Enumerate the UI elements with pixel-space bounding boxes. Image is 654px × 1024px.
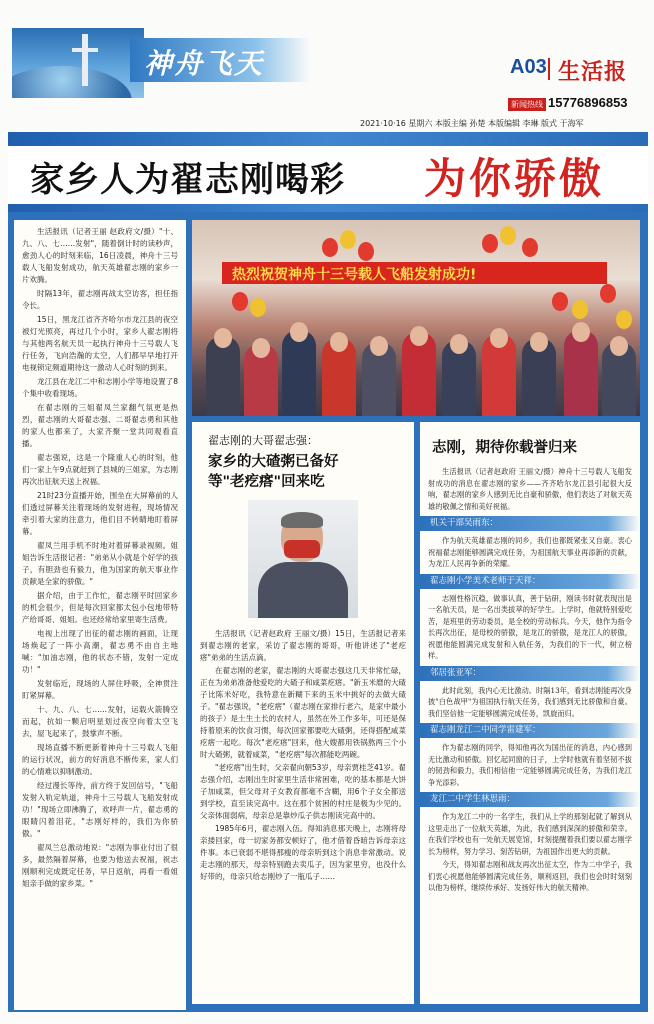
paragraph: 据介绍，由于工作忙，翟志刚平时回家乡的机会很少，但是每次回家都太包小包地带特产给哥哥、姐姐。也还经常给家里寄生活费。 bbox=[22, 591, 178, 624]
hotline-label: 新闻热线 bbox=[508, 98, 546, 111]
headline-line: 等"老疙瘩"回来吃 bbox=[208, 474, 325, 490]
paragraph: 此时此刻，我内心无比激动。时隔13年，看到志刚能再次身披"白色战甲"为祖国执行航天任务，我们感到无比骄傲和自豪。我们坚信他一定能够圆满完成任务，凯旋而归。 bbox=[428, 685, 632, 718]
subhead: 翟志刚小学美术老师于天祥： bbox=[420, 574, 640, 589]
article-headline: 志刚，期待你载誉归来 bbox=[432, 440, 577, 456]
paragraph: 在翟志刚的老家，翟志刚的大哥翟志强这几天非常忙碌，正在为弟弟准备他爱吃的大碴子和咸菜疙瘩。"新玉米磨的大碴子比陈米好吃，我特意在新糊下来的玉米中挑好的去做大碴子。"翟志强说，"老疙瘩"（翟志刚在家排行老六，是家中最小的孩子）是土生土长的农村人，虽然在外工作多年，可还是保持着原来的饮食习惯，每次回家都要吃大碴粥，还得搭配咸菜疙瘩一起吃。每次"老疙瘩"回来，他大嫂都用铁锅熬两三个小时大碴粥，就着咸菜，"老疙瘩"每次都能吃两碗。 bbox=[200, 666, 406, 759]
paragraph: 作为航天英雄翟志刚的同乡，我们也都既紧张又自豪。衷心祝福翟志刚能够圆满完成任务，为祖国航天事业再添新的贡献，为龙江人民再争新的荣耀。 bbox=[428, 536, 632, 568]
dateline: 2021·10·16 星期六 本版主编 孙楚 本版编辑 李琳 版式 于海军 bbox=[360, 119, 584, 128]
subhead: 翟志刚龙江二中同学雷建军： bbox=[420, 723, 640, 738]
hotline-number: 15776896853 bbox=[548, 95, 628, 110]
middle-article bbox=[192, 422, 414, 1004]
section-title: 神舟飞天 bbox=[144, 47, 265, 80]
article-headline bbox=[208, 452, 408, 492]
article-kicker: 翟志刚的大哥翟志强： bbox=[208, 434, 318, 447]
paragraph: 1985年6月，翟志刚入伍。得知消息那天晚上，志刚将母亲搂回家，母一切家务都安顿好了，他才借着昏暗告诉母亲这件事。本已衰弱不堪得那瘦的母亲听到这个消息非常激动。说走志刚的那天，母亲特别跑去卖瓜子，因为家里穷，也没什么好带的，母亲只给志刚炒了一瓶瓜子…… bbox=[200, 824, 406, 881]
paragraph: 生活报讯（记者王丽 赵政府文/摄）"十、九、八、七……发射"，随着倒计时的读秒声，愈劲人心的时刻来临，16日凌晨，神舟十三号载人飞船发射成功，航天英雄翟志刚的家乡一片欢腾。 bbox=[22, 227, 178, 284]
paragraph: 今天，得知翟志刚和战友再次出征太空，作为二中学子，我们衷心祝愿他能够圆满完成任务，顺利返回，我们也会时时刻刻以他为榜样，继续传承好、发扬好伟大的航天精神。 bbox=[428, 860, 632, 892]
paragraph: 志刚性格沉稳，做事认真，善于钻研，刚读书时就表现出是一名航天员，是一名出类拔萃的好学生。上学时，他就特别爱吃苦，是班里的劳动委员，是全校的劳动标兵。今天，他作为指令长再次出征，是母校的骄傲，是龙江的骄傲，是龙江人的骄傲，祝愿他能圆满完成发射和入轨任务，为我们的下一代，树立榜样。 bbox=[428, 593, 632, 660]
page-number: A03 bbox=[510, 56, 547, 78]
paragraph: 时隔13年，翟志刚再战太空访客，担任指令长。 bbox=[22, 289, 178, 310]
article-body bbox=[420, 466, 640, 896]
paragraph: 经过漫长等待，前方终于发回信号，"飞船发射入轨定轨道，神舟十三号载人飞船发射成功！"现场立即沸腾了，欢呼声一片，翟志勇的眼睛闪着泪花，"志刚好样的，我们为你骄傲。" bbox=[22, 781, 178, 838]
paragraph: 电视上出现了出征的翟志刚的画面，让现场焕起了一阵小高潮，翟志勇不由自主地喊："加油志刚，他的状态不错，发射一定成功！" bbox=[22, 629, 178, 674]
family-watching-photo bbox=[192, 220, 640, 416]
paragraph: 翟凤兰总激动地说："志刚为事业付出了很多，最然隔着屏幕，也要为他送去祝福，祝志刚顺利完成既定任务，早日返航，再看一看姐姐亲手做的家乡菜。" bbox=[22, 843, 178, 888]
paragraph: "老疙瘩"出生时，父亲翟向朝53岁，母亲贾桂芝41岁。翟志强介绍，志刚出生时家里生活非常困难，吃的基本都是大饼子加咸菜，但父母对子女教育都毫不含糊，用6个子女全都送到学校，直至读完高中。这在那个贫困的村庄是极为少见的。父亲体面弱病，母亲总是靠炒瓜子供志刚读完高中的。 bbox=[200, 763, 406, 820]
accent-headline: 为你骄傲 bbox=[424, 154, 605, 203]
paragraph: 15日，黑龙江省齐齐哈尔市龙江县的夜空被灯光照亮，再过几个小时，家乡人翟志刚将与其他两名航天员一起执行神舟十三号载人飞行任务，飞向浩瀚的太空，人们都早早地打开电视锁定频道期待这一激动人心时刻的到来。 bbox=[22, 315, 178, 372]
section-title-banner bbox=[130, 38, 310, 82]
paragraph: 生活报讯（记者赵政府 王丽文/摄）15日，生活报记者来到翟志刚的老家，采访了翟志刚的哥哥，听他讲述了"老疙瘩"弟弟的生活点滴。 bbox=[200, 629, 406, 662]
divider bbox=[548, 58, 550, 80]
paper-name-logo: 生活报 bbox=[558, 59, 628, 85]
paragraph: 现场直播不断更新着神舟十三号载人飞船的运行状况，前方的好消息不断传来，家人们的心情难以抑制激动。 bbox=[22, 743, 178, 776]
headline-band bbox=[8, 132, 648, 212]
article-body bbox=[192, 628, 414, 884]
masthead bbox=[12, 28, 642, 100]
banner-text: 热烈祝贺神舟十三号载人飞船发射成功! bbox=[232, 267, 477, 283]
subhead: 邻居张亚军： bbox=[420, 666, 640, 681]
subhead: 机关干部吴雨东： bbox=[420, 516, 640, 531]
paragraph: 作为龙江二中的一名学生，我们从上学的那刻起就了解到从这里走出了一位航天英雄，为此，我们感到深深的骄傲和荣幸。在我们学校也有一处航天展览馆，时刻提醒着我们要以翟志刚学长为榜样，努力学习、刻苦钻研，为祖国作出更大的贡献。 bbox=[428, 812, 632, 856]
zhai-zhiqiang-portrait bbox=[248, 500, 358, 618]
headline-line: 家乡的大碴粥已备好 bbox=[208, 454, 339, 470]
celebration-banner bbox=[222, 262, 607, 284]
paragraph: 翟凤兰用手机不时地对着屏幕录视频。姐姐告诉生活报记者："弟弟从小就是个好学的孩子，有胆劲也有毅力，他为国家的航天事业作贡献是全家的骄傲。" bbox=[22, 541, 178, 586]
paragraph: 龙江县在龙江二中和志刚小学等地设置了8个集中收看现场。 bbox=[22, 377, 178, 398]
paragraph: 翟志强说，这是一个隆重人心的时刻，他们一家上午9点就赶到了县城的三姐家，为志刚再次出征航天送上祝福。 bbox=[22, 453, 178, 486]
intro-paragraph: 生活报讯（记者赵政府 王丽文/摄）神舟十三号载人飞船发射成功的消息在翟志刚的家乡——齐齐哈尔龙江县引起很大反响，翟志刚的家乡人感到无比自豪和骄傲，他们表达了对航天英雄的敬佩之情和美好祝福。 bbox=[428, 467, 632, 511]
left-article bbox=[14, 220, 186, 1010]
content-frame bbox=[8, 212, 648, 1012]
paragraph: 21时23分直播开始，围坐在大屏幕前的人们透过屏幕关注着现场的发射进程，现场情况牵引着大家的注意力，他们目不转睛地盯着屏幕。 bbox=[22, 491, 178, 536]
paragraph: 作为翟志刚的同学，得知他再次为国出征的消息，内心感到无比激动和骄傲。回忆起同窗的日子，上学时他就有着坚韧不拔的韧劲和毅力，我们相信他一定能够圆满完成任务，为我们龙江争光添彩。 bbox=[428, 743, 632, 787]
right-article bbox=[420, 422, 640, 1004]
main-headline: 家乡人为翟志刚喝彩 bbox=[30, 160, 345, 200]
paragraph: 发射临近，现场的人屏住呼吸，全神贯注盯紧屏幕。 bbox=[22, 679, 178, 700]
paragraph: 十、九、八、七……发射，运载火箭腾空而起，抗如一颗启明星划过夜空向着太空飞去，屋飞起来了，鼓掌声不断。 bbox=[22, 705, 178, 738]
earth-rocket-tower-illustration bbox=[12, 28, 144, 98]
subhead: 龙江二中学生林思雨： bbox=[420, 792, 640, 807]
paragraph: 在翟志刚的三姐翟凤兰家翻气氛更是热烈，翟志刚的大哥翟志强、二哥翟志勇和其他的家人也都来了，大家齐聚一堂共同观看直播。 bbox=[22, 403, 178, 448]
